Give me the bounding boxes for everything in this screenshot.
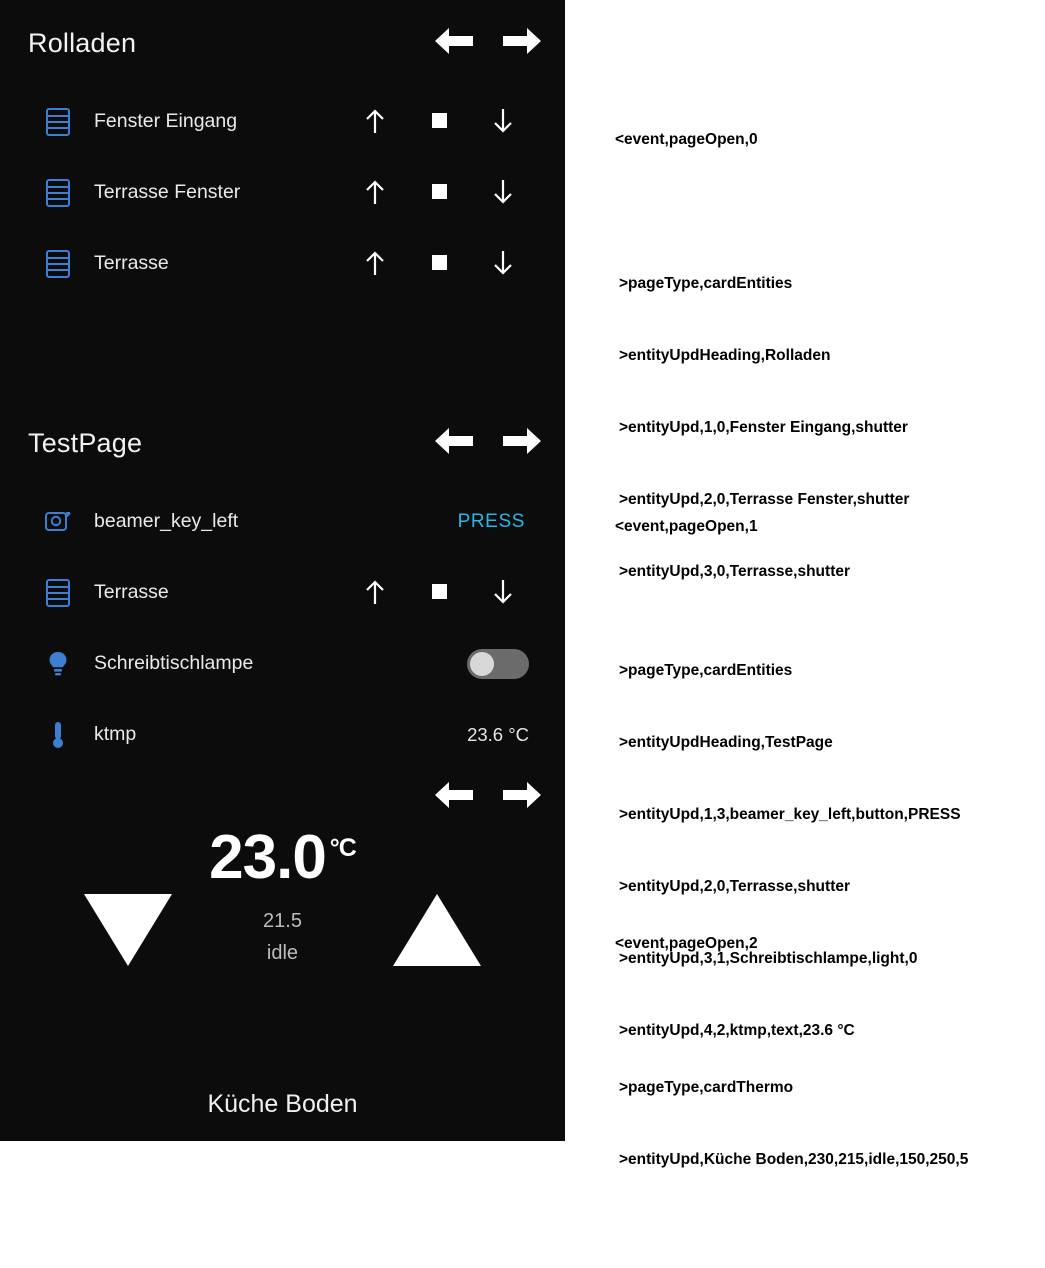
log-line: >entityUpd,1,0,Fenster Eingang,shutter (619, 419, 908, 436)
shutter-down-button[interactable] (486, 175, 520, 209)
log-event-line: <event,pageOpen,2 (615, 935, 758, 952)
shutter-icon (42, 106, 74, 138)
log-line: >entityUpd,2,0,Terrasse Fenster,shutter (619, 491, 910, 508)
shutter-stop-button[interactable] (422, 175, 456, 209)
device-display (0, 0, 565, 1141)
card-thermo (0, 760, 565, 1141)
shutter-up-button[interactable] (358, 104, 392, 138)
serial-log-panel (565, 0, 1045, 1168)
list-item-label: beamer_key_left (94, 510, 239, 532)
shutter-stop-button[interactable] (422, 104, 456, 138)
list-item (0, 557, 565, 628)
card-header-testpage (0, 400, 565, 486)
next-page-arrow[interactable] (503, 778, 541, 812)
shutter-down-button[interactable] (486, 104, 520, 138)
log-line: >entityUpd,4,2,ktmp,text,23.6 °C (619, 1022, 855, 1039)
entity-row-list (0, 486, 565, 770)
page-nav (435, 424, 541, 458)
shutter-stop-button[interactable] (422, 575, 456, 609)
thermostat-name: Küche Boden (207, 1090, 358, 1118)
page-nav (435, 24, 541, 58)
thermometer-icon (42, 719, 74, 751)
list-item (0, 228, 565, 299)
shutter-icon (42, 577, 74, 609)
shutter-up-button[interactable] (358, 175, 392, 209)
card-entities-rolladen (0, 0, 565, 400)
previous-page-arrow[interactable] (435, 424, 473, 458)
current-temperature (0, 822, 565, 893)
decrease-temperature-triangle[interactable] (84, 894, 172, 966)
list-item-label: ktmp (94, 723, 137, 745)
shutter-down-button[interactable] (486, 575, 520, 609)
log-line: >entityUpd,Küche Boden,230,215,idle,150,250,5 (619, 1151, 969, 1168)
shutter-controls (340, 102, 540, 142)
shutter-icon (42, 177, 74, 209)
list-item-label: Terrasse Fenster (94, 181, 241, 203)
projector-icon (42, 506, 74, 538)
shutter-down-button[interactable] (486, 246, 520, 280)
current-temperature-value: 23.0 (209, 823, 326, 892)
list-item-label: Fenster Eingang (94, 110, 238, 132)
list-item-label: Terrasse (94, 252, 169, 274)
list-item (0, 486, 565, 557)
toggle-knob (470, 652, 494, 676)
page-title: Rolladen (28, 28, 137, 58)
entity-row-list (0, 86, 565, 299)
list-item (0, 157, 565, 228)
shutter-up-button[interactable] (358, 575, 392, 609)
shutter-icon (42, 248, 74, 280)
log-block (615, 884, 968, 1268)
thermostat-card-body (0, 760, 565, 1141)
log-command-lines (619, 1028, 968, 1220)
temperature-unit: °C (329, 834, 356, 863)
page-title: TestPage (28, 428, 143, 458)
log-event-line: <event,pageOpen,1 (615, 518, 758, 535)
log-line: >entityUpd,1,3,beamer_key_left,button,PRESS (619, 806, 961, 823)
previous-page-arrow[interactable] (435, 24, 473, 58)
log-line: >entityUpdHeading,Rolladen (619, 347, 831, 364)
target-temperature: 21.5 (263, 910, 302, 932)
shutter-controls (340, 173, 540, 213)
light-toggle-switch[interactable] (467, 649, 529, 679)
shutter-controls (340, 573, 540, 613)
page-nav (435, 778, 541, 812)
log-line: >pageType,cardEntities (619, 662, 793, 679)
next-page-arrow[interactable] (503, 424, 541, 458)
shutter-up-button[interactable] (358, 246, 392, 280)
list-item (0, 628, 565, 699)
log-line: >pageType,cardEntities (619, 275, 793, 292)
log-line: >entityUpd,2,0,Terrasse,shutter (619, 878, 851, 895)
log-event-line: <event,pageOpen,0 (615, 131, 758, 148)
list-item-label: Schreibtischlampe (94, 652, 254, 674)
previous-page-arrow[interactable] (435, 778, 473, 812)
log-line: >entityUpd,3,0,Terrasse,shutter (619, 563, 851, 580)
thermostat-readout (0, 822, 565, 1012)
temperature-value: 23.6 °C (467, 723, 529, 745)
shutter-stop-button[interactable] (422, 246, 456, 280)
log-line: >entityUpdHeading,TestPage (619, 734, 833, 751)
increase-temperature-triangle[interactable] (393, 894, 481, 966)
press-button[interactable]: PRESS (457, 510, 525, 532)
log-line: >pageType,cardThermo (619, 1079, 794, 1096)
list-item (0, 86, 565, 157)
card-entities-testpage (0, 400, 565, 760)
log-line: >entityUpd,3,1,Schreibtischlampe,light,0 (619, 950, 918, 967)
next-page-arrow[interactable] (503, 24, 541, 58)
thermostat-state: idle (266, 942, 299, 964)
bulb-icon (42, 648, 74, 680)
list-item-label: Terrasse (94, 581, 169, 603)
shutter-controls (340, 244, 540, 284)
card-header-rolladen (0, 0, 565, 86)
